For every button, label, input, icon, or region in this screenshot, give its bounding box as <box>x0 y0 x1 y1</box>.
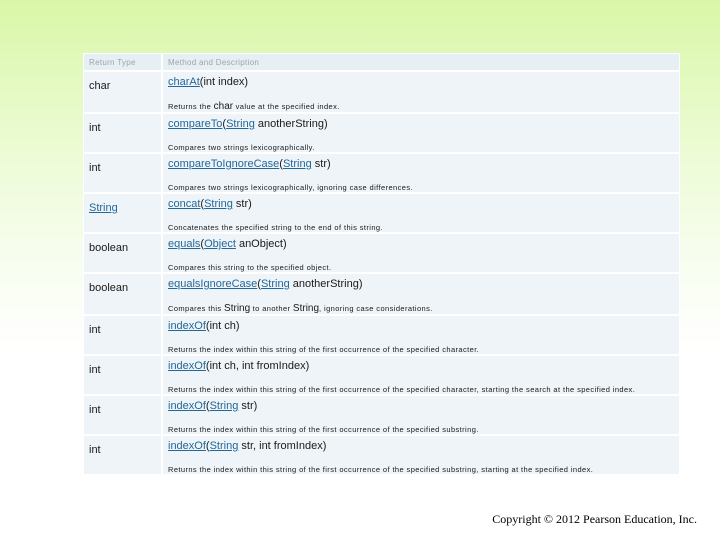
table-row <box>83 315 680 355</box>
table-row <box>83 71 680 113</box>
method-name-link[interactable]: concat <box>168 198 201 210</box>
method-description-cell <box>162 315 680 355</box>
signature-text: anObject) <box>235 238 287 250</box>
description-text: Compares two strings lexicographically. <box>168 143 315 152</box>
method-name-link[interactable]: indexOf <box>168 320 206 332</box>
return-type-cell <box>83 153 162 193</box>
table-row <box>83 153 680 193</box>
return-type-cell <box>83 71 162 113</box>
method-description-cell <box>162 233 680 273</box>
table-row <box>83 435 680 475</box>
table-row <box>83 355 680 395</box>
return-type-link[interactable]: String <box>89 202 118 214</box>
method-name-link[interactable]: compareToIgnoreCase <box>168 158 280 170</box>
signature-text: ( <box>257 278 261 290</box>
description-text: Compares two strings lexicographically, ignoring case differences. <box>168 183 413 192</box>
return-type: int <box>89 404 101 416</box>
signature-text: str) <box>311 158 331 170</box>
signature-text: (int ch, int fromIndex) <box>205 360 310 372</box>
method-signature <box>168 278 679 290</box>
table-header-row <box>83 53 680 71</box>
signature-text: ( <box>222 118 227 130</box>
method-signature <box>168 158 679 170</box>
signature-text: ( <box>279 158 283 170</box>
method-name-link[interactable]: charAt <box>168 76 200 88</box>
signature-text: ( <box>200 238 205 250</box>
method-signature <box>168 400 679 412</box>
method-description-cell <box>162 273 680 315</box>
table-row <box>83 273 680 315</box>
method-description-cell <box>162 435 680 475</box>
return-type: boolean <box>89 282 129 294</box>
signature-text: anotherString) <box>254 118 328 130</box>
signature-text: str) <box>238 400 258 412</box>
method-name-link[interactable]: compareTo <box>168 118 223 130</box>
return-type: int <box>89 444 101 456</box>
signature-text: ( <box>200 198 205 210</box>
signature-text: str) <box>232 198 252 210</box>
table-body <box>83 71 680 475</box>
method-signature <box>168 238 679 250</box>
method-description-cell <box>162 395 680 435</box>
description-text: Compares this <box>168 304 225 313</box>
description-text: Returns the index within this string of the first occurrence of the specified substring. <box>168 425 479 434</box>
method-description <box>168 101 679 112</box>
method-name-link[interactable]: indexOf <box>168 440 206 452</box>
table-row <box>83 113 680 153</box>
code-text: String <box>292 303 320 314</box>
description-text: Compares this string to the specified object. <box>168 263 332 272</box>
description-text: value at the specified index. <box>233 102 340 111</box>
signature-text: ( <box>205 400 210 412</box>
method-description-cell <box>162 71 680 113</box>
return-type: char <box>89 80 111 92</box>
method-description-cell <box>162 113 680 153</box>
return-type-cell <box>83 233 162 273</box>
type-link[interactable]: String <box>209 440 239 452</box>
method-description <box>168 143 679 152</box>
description-text: Concatenates the specified string to the end of this string. <box>168 223 383 232</box>
return-type-cell <box>83 113 162 153</box>
method-description <box>168 183 679 192</box>
return-type-cell <box>83 435 162 475</box>
method-description <box>168 425 679 434</box>
method-description-cell <box>162 355 680 395</box>
table-row <box>83 395 680 435</box>
method-signature <box>168 360 679 372</box>
code-text: String <box>224 303 251 314</box>
type-link[interactable]: Object <box>204 238 236 250</box>
description-text: , ignoring case considerations. <box>319 304 433 313</box>
method-description <box>168 385 679 394</box>
signature-text: (int ch) <box>205 320 240 332</box>
return-type-cell <box>83 315 162 355</box>
type-link[interactable]: String <box>226 118 255 130</box>
description-text: to another <box>250 304 293 313</box>
return-type: int <box>89 324 101 336</box>
table-row <box>83 233 680 273</box>
description-text: Returns the index within this string of the first occurrence of the specified character. <box>168 345 480 354</box>
description-text: Returns the index within this string of the first occurrence of the specified character, starting the search at the specified index. <box>168 385 636 394</box>
method-description <box>168 223 679 232</box>
copyright-notice: Copyright © 2012 Pearson Education, Inc. <box>492 512 697 526</box>
method-name-link[interactable]: equals <box>168 238 201 250</box>
type-link[interactable]: String <box>204 198 233 210</box>
method-signature <box>168 198 679 210</box>
return-type: boolean <box>89 242 129 254</box>
signature-text: anotherString) <box>289 278 363 290</box>
description-text: Returns the index within this string of the first occurrence of the specified substring, starting at the specified index. <box>168 465 594 474</box>
return-type-cell <box>83 193 162 233</box>
header-return-type: Return Type <box>83 53 162 71</box>
method-description <box>168 345 679 354</box>
signature-text: str, int fromIndex) <box>238 440 327 452</box>
return-type-cell <box>83 355 162 395</box>
method-signature <box>168 440 679 452</box>
type-link[interactable]: String <box>282 158 312 170</box>
signature-text: ( <box>205 440 210 452</box>
code-text: char <box>213 101 234 112</box>
method-signature <box>168 76 679 88</box>
return-type-cell <box>83 273 162 315</box>
method-signature <box>168 320 679 332</box>
return-type: int <box>89 122 101 134</box>
description-text: Returns the <box>168 102 214 111</box>
method-description-cell <box>162 193 680 233</box>
return-type: int <box>89 162 101 174</box>
method-name-link[interactable]: equalsIgnoreCase <box>168 278 258 290</box>
header-method-description: Method and Description <box>162 53 680 71</box>
method-description <box>168 263 679 272</box>
method-description <box>168 303 679 314</box>
method-description-cell <box>162 153 680 193</box>
method-name-link[interactable]: indexOf <box>168 400 206 412</box>
method-description <box>168 465 679 474</box>
return-type: int <box>89 364 101 376</box>
method-summary-table <box>83 53 680 475</box>
table-row <box>83 193 680 233</box>
type-link[interactable]: String <box>260 278 290 290</box>
method-signature <box>168 118 679 130</box>
type-link[interactable]: String <box>209 400 239 412</box>
signature-text: (int index) <box>199 76 249 88</box>
method-name-link[interactable]: indexOf <box>168 360 206 372</box>
return-type-cell <box>83 395 162 435</box>
